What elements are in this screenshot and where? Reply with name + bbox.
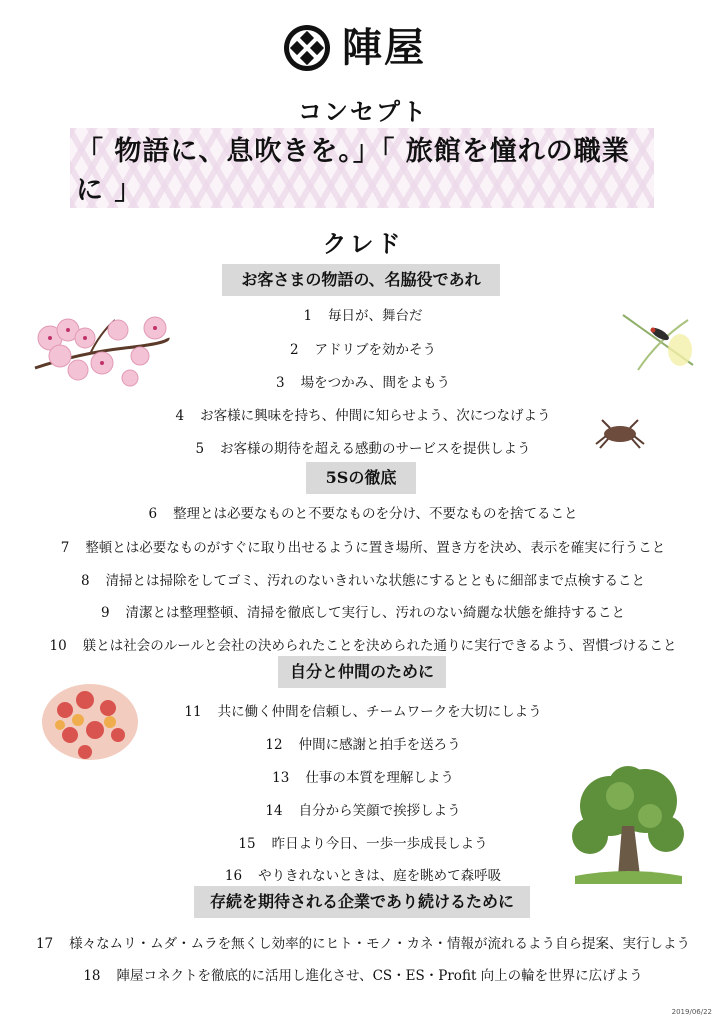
credo-item: 17 様々なムリ・ムダ・ムラを無くし効率的にヒト・モノ・カネ・情報が流れるよう自ら提案、実行しよう — [35, 936, 691, 952]
credo-item: 14 自分から笑顔で挨拶しよう — [265, 803, 461, 819]
credo-item: 9 清潔とは整理整頓、清掃を徹底して実行し、汚れのない綺麗な状態を維持すること — [100, 605, 626, 621]
credo-item: 1 毎日が、舞台だ — [303, 308, 423, 324]
credo-item: 15 昨日より今日、一歩一歩成長しよう — [238, 836, 488, 852]
credo-item: 5 お客様の期待を超える感動のサービスを提供しよう — [195, 441, 531, 457]
cherry-blossom-illustration — [30, 308, 170, 390]
credo-item: 6 整理とは必要なものと不要なものを分け、不要なものを捨てること — [148, 506, 578, 522]
concept-heading: コンセプト — [298, 97, 428, 126]
section-title-supporting-role: お客さまの物語の、名脇役であれ — [222, 264, 500, 296]
credo-item: 12 仲間に感謝と拍手を送ろう — [265, 737, 461, 753]
document-date: 2019/06/22 — [671, 1008, 712, 1016]
family-crest-icon — [282, 23, 332, 73]
concept-band — [70, 128, 654, 208]
credo-item: 7 整頓とは必要なものがすぐに取り出せるように置き場所、置き方を決め、表示を確実に行うこと — [60, 540, 666, 556]
credo-heading: クレド — [322, 229, 404, 258]
firefly-illustration — [618, 310, 698, 378]
brand-logo — [282, 22, 426, 74]
credo-item: 18 陣屋コネクトを徹底的に活用し進化させ、CS・ES・Profit 向上の輪を世界に広げよう — [83, 968, 643, 984]
logo-text: 陣屋 — [342, 24, 426, 71]
tree-illustration — [570, 766, 686, 884]
credo-item: 13 仕事の本質を理解しよう — [272, 770, 454, 786]
credo-item: 16 やりきれないときは、庭を眺めて森呼吸 — [224, 868, 502, 884]
credo-item: 4 お客様に興味を持ち、仲間に知らせよう、次につなげよう — [175, 408, 551, 424]
section-title-sustainable-company: 存続を期待される企業であり続けるために — [194, 886, 530, 918]
concept-text: 「 物語に、息吹きを。」「 旅館を憧れの職業に 」 — [70, 127, 654, 209]
crab-illustration — [592, 414, 648, 450]
section-title-5s: 5Sの徹底 — [306, 462, 416, 494]
autumn-maple-illustration — [40, 680, 140, 766]
credo-item: 11 共に働く仲間を信頼し、チームワークを大切にしよう — [184, 704, 542, 720]
credo-item: 3 場をつかみ、間をよもう — [276, 375, 450, 391]
section-title-for-team: 自分と仲間のために — [278, 656, 446, 688]
credo-item: 8 清掃とは掃除をしてゴミ、汚れのないきれいな状態にするとともに細部まで点検すること — [80, 573, 646, 589]
credo-item: 10 躾とは社会のルールと会社の決められたことを決められた通りに実行できるよう、習慣づけること — [49, 638, 677, 654]
credo-item: 2 アドリブを効かそう — [289, 342, 437, 358]
